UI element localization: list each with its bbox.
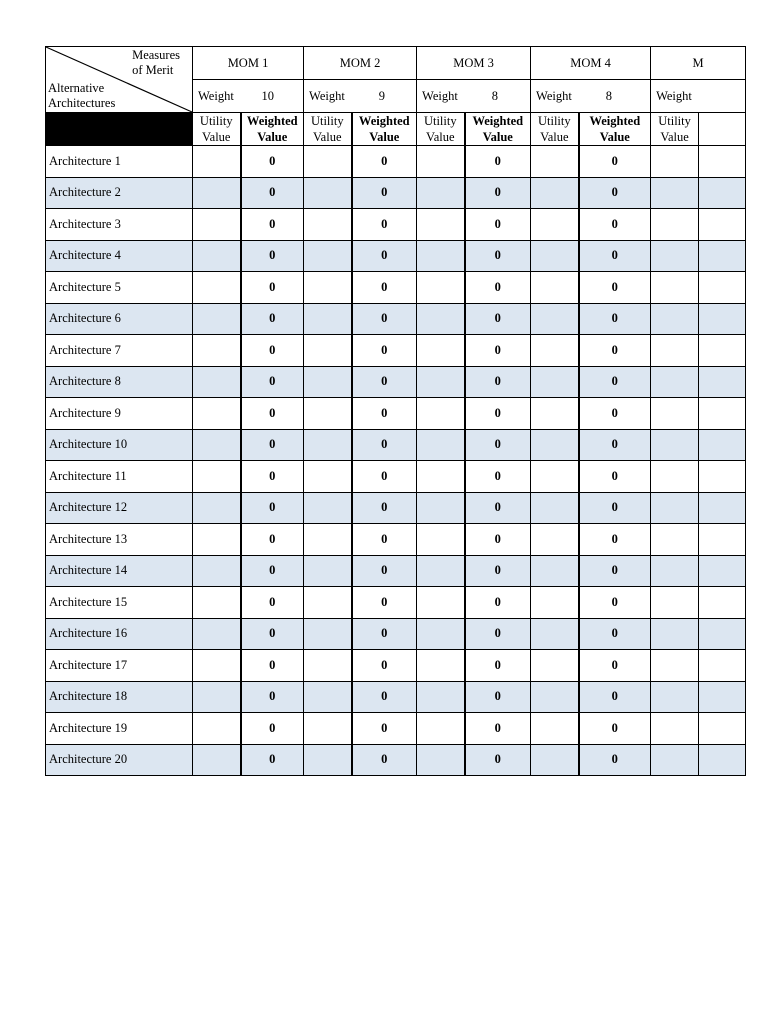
weighted-value-cell: 0: [579, 272, 651, 304]
utility-value-cell[interactable]: [531, 524, 579, 556]
weighted-value-cell: 0: [241, 524, 304, 556]
mom-header-2: MOM 2: [304, 47, 417, 80]
weighted-value-cell: 0: [579, 587, 651, 619]
weighted-value-cell: 0: [465, 146, 531, 178]
clipped-cell: [699, 146, 746, 178]
weighted-value-cell: 0: [241, 240, 304, 272]
utility-value-cell[interactable]: [417, 272, 465, 304]
table-row: [46, 398, 746, 430]
utility-value-cell[interactable]: [531, 492, 579, 524]
utility-value-cell[interactable]: [417, 618, 465, 650]
weighted-value-cell: 0: [579, 398, 651, 430]
weighted-value-cell: 0: [241, 461, 304, 493]
clipped-cell: [699, 618, 746, 650]
utility-value-cell[interactable]: [193, 240, 241, 272]
weighted-value-cell: 0: [579, 681, 651, 713]
mom-weight-cell-2: [304, 80, 417, 113]
evaluation-matrix: [45, 46, 704, 778]
utility-value-cell[interactable]: [417, 177, 465, 209]
weighted-value-cell: 0: [241, 303, 304, 335]
clipped-cell: [699, 650, 746, 682]
clipped-cell: [699, 524, 746, 556]
utility-value-header: Utility Value: [304, 113, 352, 146]
table-row: [46, 429, 746, 461]
weighted-value-cell: 0: [241, 587, 304, 619]
clipped-cell: [699, 744, 746, 776]
table-row: [46, 650, 746, 682]
architecture-label: Architecture 6: [46, 303, 193, 335]
mom-weight-cell-5: [651, 80, 746, 113]
weighted-value-cell: 0: [465, 429, 531, 461]
weighted-value-cell: 0: [465, 713, 531, 745]
utility-value-cell[interactable]: [531, 398, 579, 430]
utility-value-cell[interactable]: [417, 587, 465, 619]
utility-value-cell[interactable]: [193, 177, 241, 209]
table-row: [46, 524, 746, 556]
weight-value[interactable]: 8: [605, 88, 613, 103]
utility-value-cell[interactable]: [193, 272, 241, 304]
weighted-value-cell: 0: [579, 713, 651, 745]
weighted-value-cell: 0: [579, 240, 651, 272]
utility-value-cell[interactable]: [531, 713, 579, 745]
architecture-label: Architecture 20: [46, 744, 193, 776]
corner-header-cell: [46, 47, 193, 113]
weighted-value-cell: 0: [465, 461, 531, 493]
weighted-value-cell: 0: [352, 146, 417, 178]
utility-value-cell[interactable]: [651, 429, 699, 461]
utility-value-cell[interactable]: [531, 209, 579, 241]
weighted-value-cell: 0: [352, 335, 417, 367]
table-row: [46, 240, 746, 272]
utility-value-cell[interactable]: [651, 650, 699, 682]
weighted-value-cell: 0: [352, 398, 417, 430]
weighted-value-cell: 0: [241, 272, 304, 304]
utility-value-cell[interactable]: [304, 303, 352, 335]
utility-value-cell[interactable]: [417, 240, 465, 272]
architecture-label: Architecture 18: [46, 681, 193, 713]
weighted-value-cell: 0: [352, 524, 417, 556]
utility-value-cell[interactable]: [193, 492, 241, 524]
clipped-cell: [699, 681, 746, 713]
architecture-label: Architecture 12: [46, 492, 193, 524]
utility-value-cell[interactable]: [304, 744, 352, 776]
weighted-value-cell: 0: [579, 146, 651, 178]
weighted-value-cell: 0: [352, 587, 417, 619]
utility-value-cell[interactable]: [304, 650, 352, 682]
utility-value-cell[interactable]: [417, 335, 465, 367]
clipped-cell: [699, 713, 746, 745]
utility-value-cell[interactable]: [531, 650, 579, 682]
weighted-value-cell: 0: [352, 492, 417, 524]
utility-value-cell[interactable]: [417, 366, 465, 398]
weighted-value-cell: 0: [241, 492, 304, 524]
weighted-value-header: Weighted Value: [579, 113, 651, 146]
table-row: [46, 146, 746, 178]
utility-value-header: Utility Value: [651, 113, 699, 146]
utility-value-cell[interactable]: [417, 713, 465, 745]
utility-value-cell[interactable]: [651, 209, 699, 241]
weighted-value-cell: 0: [241, 335, 304, 367]
architecture-label: Architecture 19: [46, 713, 193, 745]
utility-value-cell[interactable]: [531, 240, 579, 272]
weighted-value-cell: 0: [352, 303, 417, 335]
weighted-value-cell: 0: [465, 744, 531, 776]
table-row: [46, 366, 746, 398]
table-row: [46, 492, 746, 524]
table-row: [46, 335, 746, 367]
utility-value-cell[interactable]: [417, 398, 465, 430]
architecture-label: Architecture 2: [46, 177, 193, 209]
utility-value-cell[interactable]: [304, 618, 352, 650]
utility-value-cell[interactable]: [531, 303, 579, 335]
weight-value[interactable]: 8: [491, 88, 499, 103]
architecture-label: Architecture 3: [46, 209, 193, 241]
architecture-label: Architecture 13: [46, 524, 193, 556]
weight-label: Weight: [656, 88, 692, 103]
utility-value-header: Utility Value: [417, 113, 465, 146]
utility-value-cell[interactable]: [417, 744, 465, 776]
utility-value-cell[interactable]: [193, 744, 241, 776]
value-subheader-row: [46, 113, 746, 146]
weighted-value-cell: 0: [579, 650, 651, 682]
weighted-value-cell: 0: [241, 713, 304, 745]
mom-weight-cell-3: [417, 80, 531, 113]
weighted-value-cell: 0: [579, 366, 651, 398]
weighted-value-cell: 0: [465, 209, 531, 241]
mom-header-3: MOM 3: [417, 47, 531, 80]
weighted-value-cell: 0: [579, 555, 651, 587]
weighted-value-header: Weighted Value: [352, 113, 417, 146]
weighted-value-cell: 0: [352, 744, 417, 776]
weighted-value-cell: 0: [579, 177, 651, 209]
architecture-label: Architecture 16: [46, 618, 193, 650]
utility-value-cell[interactable]: [304, 366, 352, 398]
weighted-value-cell: 0: [241, 429, 304, 461]
weight-label: Weight: [422, 88, 458, 103]
clipped-cell: [699, 366, 746, 398]
architecture-label: Architecture 9: [46, 398, 193, 430]
utility-value-cell[interactable]: [193, 587, 241, 619]
utility-value-cell[interactable]: [531, 335, 579, 367]
weighted-value-cell: 0: [352, 650, 417, 682]
utility-value-cell[interactable]: [651, 177, 699, 209]
utility-value-cell[interactable]: [193, 303, 241, 335]
mom-weight-cell-4: [531, 80, 651, 113]
utility-value-cell[interactable]: [193, 713, 241, 745]
utility-value-cell[interactable]: [531, 587, 579, 619]
weighted-value-cell: 0: [241, 209, 304, 241]
architecture-label: Architecture 14: [46, 555, 193, 587]
utility-value-cell[interactable]: [193, 681, 241, 713]
utility-value-cell[interactable]: [651, 744, 699, 776]
weight-label: Weight: [309, 88, 345, 103]
utility-value-cell[interactable]: [193, 618, 241, 650]
weighted-value-cell: 0: [241, 398, 304, 430]
clipped-cell: [699, 492, 746, 524]
weighted-value-cell: 0: [352, 461, 417, 493]
utility-value-cell[interactable]: [417, 209, 465, 241]
utility-value-cell[interactable]: [531, 555, 579, 587]
utility-value-cell[interactable]: [304, 555, 352, 587]
weighted-value-cell: 0: [465, 335, 531, 367]
weighted-value-cell: 0: [465, 524, 531, 556]
table-row: [46, 744, 746, 776]
utility-value-cell[interactable]: [531, 429, 579, 461]
utility-value-cell[interactable]: [651, 240, 699, 272]
utility-value-cell[interactable]: [193, 524, 241, 556]
utility-value-cell[interactable]: [651, 555, 699, 587]
architecture-label: Architecture 1: [46, 146, 193, 178]
weighted-value-cell: 0: [579, 492, 651, 524]
weight-value[interactable]: 10: [261, 88, 274, 103]
utility-value-cell[interactable]: [193, 650, 241, 682]
architecture-label: Architecture 15: [46, 587, 193, 619]
utility-value-cell[interactable]: [651, 146, 699, 178]
utility-value-cell[interactable]: [651, 398, 699, 430]
utility-value-cell[interactable]: [651, 492, 699, 524]
utility-value-cell[interactable]: [193, 366, 241, 398]
weighted-value-cell: 0: [579, 335, 651, 367]
weighted-value-cell: 0: [579, 524, 651, 556]
weighted-value-cell: 0: [465, 492, 531, 524]
weight-label: Weight: [198, 88, 234, 103]
table-row: [46, 461, 746, 493]
utility-value-cell[interactable]: [304, 177, 352, 209]
utility-value-header: Utility Value: [193, 113, 241, 146]
alternative-architectures-label: Alternative Architectures: [48, 81, 116, 110]
weighted-value-cell: 0: [241, 366, 304, 398]
weighted-value-cell: 0: [241, 618, 304, 650]
utility-value-cell[interactable]: [193, 555, 241, 587]
mom-weight-cell-1: [193, 80, 304, 113]
mom-header-5: M: [651, 47, 746, 80]
weighted-value-cell: 0: [352, 272, 417, 304]
utility-value-cell[interactable]: [531, 366, 579, 398]
utility-value-cell[interactable]: [651, 303, 699, 335]
utility-value-cell[interactable]: [651, 366, 699, 398]
utility-value-cell[interactable]: [417, 461, 465, 493]
utility-value-cell[interactable]: [651, 461, 699, 493]
mom-header-4: MOM 4: [531, 47, 651, 80]
utility-value-cell[interactable]: [304, 335, 352, 367]
utility-value-cell[interactable]: [417, 524, 465, 556]
weighted-value-cell: 0: [241, 650, 304, 682]
utility-value-cell[interactable]: [651, 524, 699, 556]
utility-value-cell[interactable]: [304, 398, 352, 430]
weighted-value-cell: 0: [579, 461, 651, 493]
weighted-value-cell: 0: [465, 618, 531, 650]
mom-header-1: MOM 1: [193, 47, 304, 80]
utility-value-cell[interactable]: [417, 492, 465, 524]
utility-value-cell[interactable]: [193, 209, 241, 241]
architecture-label: Architecture 7: [46, 335, 193, 367]
weighted-value-cell: 0: [465, 272, 531, 304]
clipped-cell: [699, 587, 746, 619]
table-row: [46, 272, 746, 304]
table-row: [46, 177, 746, 209]
utility-value-cell[interactable]: [531, 177, 579, 209]
weighted-value-cell: 0: [579, 429, 651, 461]
utility-value-cell[interactable]: [417, 429, 465, 461]
weighted-value-cell: 0: [465, 587, 531, 619]
weight-value[interactable]: 9: [378, 88, 386, 103]
utility-value-cell[interactable]: [531, 146, 579, 178]
weighted-value-cell: 0: [241, 744, 304, 776]
utility-value-cell[interactable]: [193, 335, 241, 367]
utility-value-cell[interactable]: [304, 146, 352, 178]
measures-of-merit-label: Measures of Merit: [132, 48, 180, 77]
clipped-cell: [699, 555, 746, 587]
clipped-cell: [699, 429, 746, 461]
weighted-value-cell: 0: [465, 303, 531, 335]
utility-value-cell[interactable]: [193, 429, 241, 461]
utility-value-cell[interactable]: [417, 681, 465, 713]
table-row: [46, 587, 746, 619]
weighted-value-cell: 0: [579, 744, 651, 776]
weighted-value-cell: 0: [352, 681, 417, 713]
weighted-value-cell: 0: [465, 240, 531, 272]
clipped-cell: [699, 209, 746, 241]
utility-value-header: Utility Value: [531, 113, 579, 146]
utility-value-cell[interactable]: [531, 744, 579, 776]
utility-value-cell[interactable]: [304, 429, 352, 461]
weighted-value-cell: 0: [352, 618, 417, 650]
weighted-value-cell: 0: [241, 146, 304, 178]
matrix-table: [45, 46, 746, 776]
weighted-value-header: Weighted Value: [241, 113, 304, 146]
table-row: [46, 713, 746, 745]
table-row: [46, 209, 746, 241]
clipped-cell: [699, 303, 746, 335]
weight-label: Weight: [536, 88, 572, 103]
utility-value-cell[interactable]: [651, 587, 699, 619]
utility-value-cell[interactable]: [531, 618, 579, 650]
clipped-cell: [699, 461, 746, 493]
weighted-value-cell: 0: [579, 209, 651, 241]
weighted-value-cell: 0: [352, 366, 417, 398]
weighted-value-cell: 0: [465, 366, 531, 398]
weighted-value-cell: 0: [579, 618, 651, 650]
utility-value-cell[interactable]: [304, 713, 352, 745]
clipped-cell: [699, 335, 746, 367]
utility-value-cell[interactable]: [304, 681, 352, 713]
utility-value-cell[interactable]: [193, 398, 241, 430]
utility-value-cell[interactable]: [651, 618, 699, 650]
architecture-label: Architecture 4: [46, 240, 193, 272]
table-row: [46, 618, 746, 650]
weighted-value-cell: 0: [352, 429, 417, 461]
architecture-label: Architecture 5: [46, 272, 193, 304]
weighted-value-cell: 0: [352, 713, 417, 745]
utility-value-cell[interactable]: [651, 272, 699, 304]
weighted-value-cell: 0: [465, 650, 531, 682]
utility-value-cell[interactable]: [193, 146, 241, 178]
clipped-cell: [699, 240, 746, 272]
weighted-value-cell: 0: [241, 555, 304, 587]
table-row: [46, 303, 746, 335]
weighted-value-cell: 0: [352, 177, 417, 209]
mom-name-row: [46, 47, 746, 80]
architecture-label: Architecture 8: [46, 366, 193, 398]
weighted-value-cell: 0: [352, 240, 417, 272]
utility-value-cell[interactable]: [304, 492, 352, 524]
header-black-block: [46, 113, 193, 146]
weighted-value-cell: 0: [352, 209, 417, 241]
utility-value-cell[interactable]: [531, 272, 579, 304]
utility-value-cell[interactable]: [304, 272, 352, 304]
weighted-value-cell: 0: [465, 555, 531, 587]
weighted-value-cell: 0: [465, 398, 531, 430]
utility-value-cell[interactable]: [417, 146, 465, 178]
weighted-value-cell: 0: [241, 177, 304, 209]
utility-value-cell[interactable]: [651, 681, 699, 713]
utility-value-cell[interactable]: [651, 713, 699, 745]
weighted-value-cell: 0: [579, 303, 651, 335]
weighted-value-cell: 0: [465, 177, 531, 209]
weighted-value-header: Weighted Value: [465, 113, 531, 146]
utility-value-cell[interactable]: [304, 240, 352, 272]
table-row: [46, 555, 746, 587]
clipped-cell: [699, 177, 746, 209]
utility-value-cell[interactable]: [417, 650, 465, 682]
weighted-value-cell: 0: [352, 555, 417, 587]
architecture-label: Architecture 11: [46, 461, 193, 493]
utility-value-cell[interactable]: [651, 335, 699, 367]
utility-value-cell[interactable]: [531, 461, 579, 493]
clipped-header-cell: [699, 113, 746, 146]
architecture-label: Architecture 17: [46, 650, 193, 682]
weighted-value-cell: 0: [241, 681, 304, 713]
utility-value-cell[interactable]: [304, 209, 352, 241]
utility-value-cell[interactable]: [531, 681, 579, 713]
architecture-label: Architecture 10: [46, 429, 193, 461]
utility-value-cell[interactable]: [304, 461, 352, 493]
utility-value-cell[interactable]: [417, 555, 465, 587]
clipped-cell: [699, 398, 746, 430]
utility-value-cell[interactable]: [304, 524, 352, 556]
clipped-cell: [699, 272, 746, 304]
table-row: [46, 681, 746, 713]
utility-value-cell[interactable]: [417, 303, 465, 335]
weighted-value-cell: 0: [465, 681, 531, 713]
utility-value-cell[interactable]: [304, 587, 352, 619]
utility-value-cell[interactable]: [193, 461, 241, 493]
